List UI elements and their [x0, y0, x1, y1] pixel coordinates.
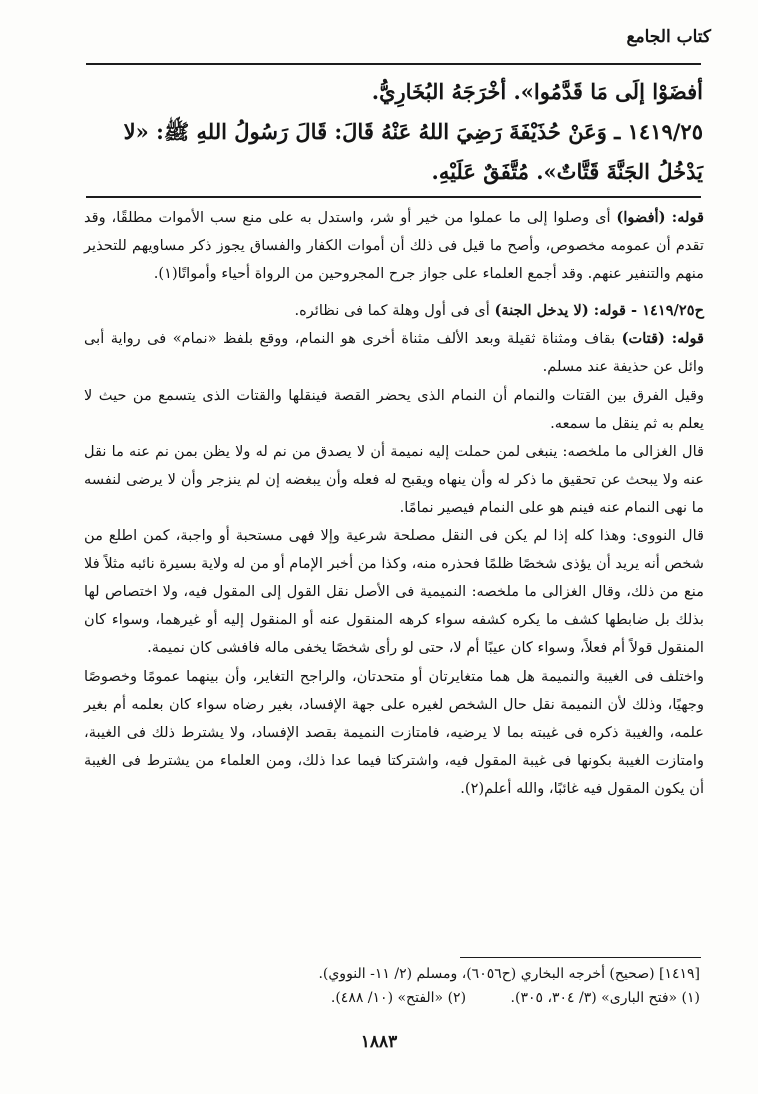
hadith-line-2: ١٤١٩/٢٥ ـ وَعَنْ حُذَيْفَةَ رَضِيَ اللهُ عَنْهُ قَالَ: قَالَ رَسُولُ اللهِ ﷺ: «لا: [123, 119, 703, 144]
footnote-rule: [460, 957, 701, 958]
commentary-lemma: قوله: (قتات): [621, 330, 704, 348]
footnote-source: [١٤١٩] (صحيح) أخرجه البخاري (ح٦٠٥٦)، ومسلم (٢/ ١١- النووي).: [318, 966, 700, 982]
hadith-line-1: أفضَوْا إلَى مَا قَدَّمُوا». أخْرَجَهُ البُخَارِيُّ.: [371, 79, 703, 104]
hadith-line-3: يَدْخُلُ الجَنَّةَ قَتَّاتٌ». مُتَّفَقٌ عَلَيْهِ.: [431, 159, 703, 184]
footnotes: [100, 962, 700, 1010]
commentary: [84, 204, 704, 803]
commentary-paragraph: وقيل الفرق بين القتات والنمام أن النمام الذى يحضر القصة فينقلها والقتات الذى يتسمع من حيث لا يعلم به ثم ينقل ما سمعه.: [84, 386, 704, 432]
commentary-paragraph: واختلف فى الغيبة والنميمة هل هما متغايرتان أو متحدتان، والراجح التغاير، وأن بينهما عمومًا وخصوصًا وجهيًا، وذلك لأن النميمة نقل حال الشخص لغيره على جهة الإفساد، بغير رضاه سواء كان بعلمه أم بغير علمه، والغيبة ذكره فى غيبته بما لا يرضيه، فامتازت النميمة بقصد الإفساد، ولا يشترط ذلك فى الغيبة، وامتازت الغيبة بكونها فى غيبة المقول فيه، واشتركتا فيما عدا ذلك، ومن العلماء من يشترط فى الغيبة أن يكون المقول فيه غائبًا، والله أعلم(٢).: [84, 667, 704, 797]
page-number: ١٨٨٣: [360, 1032, 398, 1052]
commentary-paragraph: ح١٤١٩/٢٥ - قوله: (لا يدخل الجنة) أى فى أول وهلة كما فى نظائره.: [294, 302, 704, 320]
commentary-lemma: قوله: (أفضوا): [616, 209, 704, 226]
hadith-rule: [86, 196, 701, 198]
commentary-lemma: ح١٤١٩/٢٥ - قوله: (لا يدخل الجنة): [494, 302, 704, 320]
running-header: كتاب الجامع: [626, 27, 711, 47]
commentary-paragraph: قوله: (أفضوا) أى وصلوا إلى ما عملوا من خير أو شر، واستدل به على منع سب الأموات مطلقًا، وقد تقدم أن عمومه مخصوص، وأصح ما قيل فى ذلك أن أموات الكفار والفساق يجوز ذكر مساويهم للتحذير منهم والتنفير عنهم. وقد أجمع العلماء على جواز جرح المجروحين من الرواة أحياء وأمواتًا(١).: [84, 209, 704, 283]
hadith-text: [86, 72, 703, 192]
header-rule: [86, 63, 701, 65]
footnote-references: (١) «فتح البارى» (٣/ ٣٠٤، ٣٠٥). (٢) «الفتح» (١٠/ ٤٨٨).: [330, 990, 700, 1006]
commentary-paragraph: قال النووى: وهذا كله إذا لم يكن فى النقل مصلحة شرعية وإلا فهى مستحبة أو واجبة، كمن اطلع من شخص أنه يريد أن يؤذى شخصًا ظلمًا فحذره منه، وكذا من أخبر الإمام أو من له ولاية بسيرة نائبه مثلاً فلا منع من ذلك، وقال الغزالى ما ملخصه: النميمية فى الأصل نقل القول إلى المقول فيه، ولا اختصاص لها بذلك بل ضابطها كشف ما يكره كشفه سواء كرهه المنقول عنه أو المنقول إليه أو غيرهما، وسواء كان المنقول قولاً أم فعلاً، وسواء كان عيبًا أم لا، حتى لو رأى شخصًا يخفى ماله فافشى كان نميمة.: [84, 527, 704, 657]
commentary-paragraph: قوله: (قتات) بقاف ومثناة ثقيلة وبعد الألف مثناة أخرى هو النمام، ووقع بلفظ «نمام» فى رواية أبى وائل عن حذيفة عند مسلم.: [84, 330, 704, 376]
commentary-paragraph: قال الغزالى ما ملخصه: ينبغى لمن حملت إليه نميمة أن لا يصدق من نم له ولا يظن بمن نم عنه ما نقل عنه ولا يبحث عن تحقيق ما ذكر له وأن ينهاه ويقبح له فعله وأن يبغضه إن لم ينزجر وأن لا يرضى لنفسه ما نهى النمام عنه فينم هو على النمام فيصير نمامًا.: [84, 442, 704, 516]
